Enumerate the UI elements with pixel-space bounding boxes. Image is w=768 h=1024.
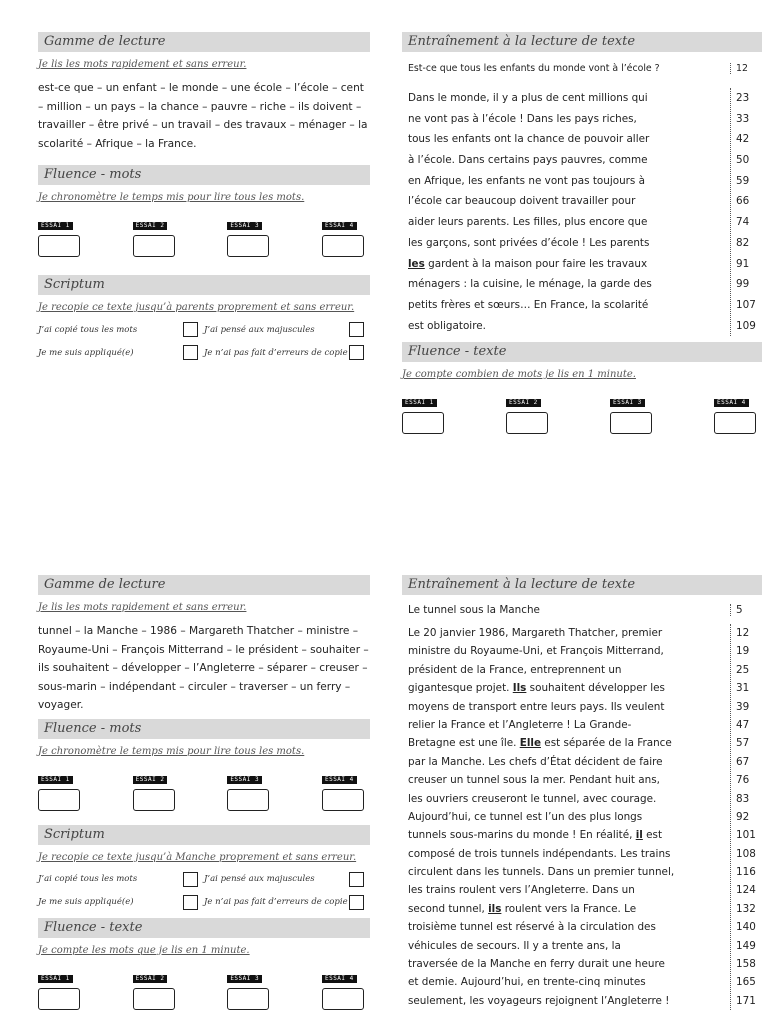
fluence-mots-header: Fluence - mots [38,165,370,185]
passage-line: les gardent à la maison pour faire les travaux [408,257,648,270]
line-word-count: 59 [736,174,750,187]
essai-1 [38,965,80,1010]
passage-line: relier la France et l’Angleterre ! La Grande- [408,718,632,731]
line-word-count: 42 [736,133,750,146]
line-word-count: 149 [736,939,756,952]
check-label: Je me suis appliqué(e) [38,347,134,358]
passage-lines [402,88,730,336]
passage-line: ne vont pas à l’école ! Dans les pays riches, [408,112,637,125]
line-word-count: 107 [736,298,756,311]
check-label: Je n’ai pas fait d’erreurs de copie [204,897,348,907]
passage-line: ménagers : la cuisine, le ménage, la garde des [408,278,652,291]
check-item [204,872,370,887]
passage-line: ministre du Royaume-Uni, et François Mitterrand, [408,645,664,658]
line-word-count: 67 [736,755,750,768]
line-word-count: 140 [736,921,756,934]
essai-row [38,766,370,811]
checkbox[interactable] [183,345,198,360]
essai-input-box[interactable] [227,235,269,257]
underlined-pronoun: Ils [512,682,527,695]
essai-input-box[interactable] [38,235,80,257]
checkbox[interactable] [349,895,364,910]
check-item [204,322,370,337]
entrainement-header: Entraînement à la lecture de texte [402,575,762,595]
essai-4 [322,212,364,257]
essai-label: ESSAI 1 [38,222,73,230]
check-item [38,345,204,360]
line-word-count: 23 [736,92,750,104]
bottom-left-column [38,575,370,1010]
text-passage [402,624,762,1010]
line-word-count: 91 [736,257,750,270]
check-label: Je n’ai pas fait d’erreurs de copie [204,347,348,358]
passage-title: Le tunnel sous la Manche [408,604,540,616]
essai-label: ESSAI 3 [227,975,262,983]
line-word-count: 25 [736,663,750,676]
essai-3 [610,389,652,434]
passage-lines [402,624,730,1010]
passage-line: les ouvriers creuseront le tunnel, avec courage. [408,792,657,805]
essai-3 [227,766,269,811]
check-item [38,895,204,910]
essai-label: ESSAI 1 [402,399,437,407]
line-word-count: 101 [736,829,756,842]
checklist [38,872,370,910]
top-left-column [38,32,370,360]
essai-input-box[interactable] [322,988,364,1010]
essai-input-box[interactable] [402,412,444,434]
line-word-count: 12 [736,627,750,639]
check-item [38,322,204,337]
essai-label: ESSAI 3 [227,222,262,230]
essai-label: ESSAI 2 [133,776,168,784]
underlined-pronoun: les [408,257,425,270]
essai-input-box[interactable] [322,235,364,257]
passage-line: les garçons, sont privées d’école ! Les parents [408,236,650,249]
essai-input-box[interactable] [133,789,175,811]
line-word-count: 31 [736,682,750,695]
passage-line: Bretagne est une île. Elle est séparée de la France [408,737,672,750]
essai-label: ESSAI 4 [322,776,357,784]
essai-label: ESSAI 4 [322,975,357,983]
entrainement-header: Entraînement à la lecture de texte [402,32,762,52]
check-label: J’ai copié tous les mots [38,324,138,335]
line-word-count: 92 [736,810,750,823]
line-word-count: 82 [736,236,750,249]
essai-input-box[interactable] [322,789,364,811]
passage-line: président de la France, entreprennent un [408,663,622,676]
check-item [204,345,370,360]
underlined-pronoun: Elle [519,737,541,750]
essai-3 [227,965,269,1010]
scriptum-header: Scriptum [38,275,370,295]
line-word-count: 19 [736,645,750,658]
essai-1 [38,212,80,257]
text-passage [402,88,762,336]
passage-counts [730,88,762,336]
essai-input-box[interactable] [133,235,175,257]
fluence-texte-header: Fluence - texte [38,918,370,938]
passage-line: troisième tunnel est réservé à la circulation des [408,921,656,934]
passage-line: seulement, les voyageurs rejoignent l’Angleterre ! [408,994,670,1007]
bottom-right-column [402,575,762,1010]
essai-row [38,212,370,257]
essai-row [38,965,370,1010]
passage-line: les trains roulent vers l’Angleterre. Dans un [408,884,635,897]
passage-line: et demie. Aujourd’hui, en trente-cinq minutes [408,976,646,989]
line-word-count: 74 [736,216,750,229]
underlined-pronoun: ils [488,902,502,915]
gamme-instruction: Je lis les mots rapidement et sans erreur. [38,602,247,613]
essai-input-box[interactable] [227,988,269,1010]
line-word-count: 39 [736,700,750,713]
passage-line: composé de trois tunnels indépendants. Les trains [408,847,671,860]
essai-input-box[interactable] [133,988,175,1010]
fluence-mots-instruction: Je chronomètre le temps mis pour lire tous les mots. [38,192,305,203]
passage-line: petits frères et sœurs… En France, la scolarité [408,298,649,311]
checklist [38,322,370,360]
gamme-instruction: Je lis les mots rapidement et sans erreur. [38,59,247,70]
essai-2 [506,389,548,434]
essai-input-box[interactable] [38,988,80,1010]
line-word-count: 165 [736,976,756,989]
line-word-count: 47 [736,718,750,731]
checkbox[interactable] [349,872,364,887]
essai-label: ESSAI 4 [714,399,749,407]
essai-3 [227,212,269,257]
passage-line: circulent dans les tunnels. Dans un premier tunnel, [408,866,675,879]
passage-line: Le 20 janvier 1986, Margareth Thatcher, premier [408,627,663,639]
scriptum-header: Scriptum [38,825,370,845]
essai-input-box[interactable] [714,412,756,434]
passage-line: en Afrique, les enfants ne vont pas toujours à [408,174,646,187]
word-list: tunnel – la Manche – 1986 – Margareth Thatcher – ministre – Royaume-Uni – François Mitterrand – le président – souhaiter – ils souhaitent – développer – l’Angleterre – séparer – creuser – sous-marin – indépendant – circuler – traverser – un ferry – voyager. [38,625,369,711]
line-word-count: 171 [736,994,756,1007]
essai-label: ESSAI 2 [133,222,168,230]
essai-label: ESSAI 3 [227,776,262,784]
check-label: J’ai copié tous les mots [38,874,138,884]
line-word-count: 108 [736,847,756,860]
gamme-header: Gamme de lecture [38,32,370,52]
word-list: est-ce que – un enfant – le monde – une école – l’école – cent – million – un pays – la chance – pauvre – riche – ils doivent – travailler – être privé – un travail – des travaux – ménager – la scolarité – Afrique – la France. [38,82,368,150]
passage-line: par la Manche. Les chefs d’État décident de faire [408,755,663,768]
passage-line: à l’école. Dans certains pays pauvres, comme [408,154,648,167]
text-question [402,63,762,74]
checkbox[interactable] [349,322,364,337]
scriptum-instruction: Je recopie ce texte jusqu’à Manche proprement et sans erreur. [38,851,357,863]
essai-input-box[interactable] [610,412,652,434]
essai-label: ESSAI 1 [38,975,73,983]
passage-line: gigantesque projet. Ils souhaitent développer les [408,682,665,695]
essai-label: ESSAI 3 [610,399,645,407]
gamme-header: Gamme de lecture [38,575,370,595]
essai-1 [38,766,80,811]
essai-input-box[interactable] [38,789,80,811]
check-label: J’ai pensé aux majuscules [204,874,315,884]
passage-line: est obligatoire. [408,319,486,332]
essai-1 [402,389,444,434]
line-word-count: 83 [736,792,750,805]
check-label: Je me suis appliqué(e) [38,897,134,907]
line-word-count: 158 [736,958,756,971]
essai-input-box[interactable] [227,789,269,811]
line-word-count: 124 [736,884,756,897]
top-right-column [402,32,762,434]
line-word-count: 109 [736,319,756,332]
passage-line: second tunnel, ils roulent vers la France. Le [408,902,637,915]
passage-line: Dans le monde, il y a plus de cent millions qui [408,92,648,104]
word-count: 12 [730,63,762,74]
word-count: 5 [730,604,762,616]
text-heading [402,604,762,616]
checkbox[interactable] [349,345,364,360]
line-word-count: 132 [736,902,756,915]
passage-line: creuser un tunnel sous la mer. Pendant huit ans, [408,774,660,787]
check-item [204,895,370,910]
essai-label: ESSAI 2 [133,975,168,983]
checkbox[interactable] [183,322,198,337]
essai-2 [133,965,175,1010]
essai-label: ESSAI 2 [506,399,541,407]
passage-line: l’école car beaucoup doivent travailler pour [408,195,636,208]
line-word-count: 76 [736,774,750,787]
line-word-count: 99 [736,278,750,291]
essai-4 [322,965,364,1010]
line-word-count: 66 [736,195,750,208]
passage-line: tunnels sous-marins du monde ! En réalité, il est [408,829,663,842]
line-word-count: 33 [736,112,750,125]
essai-input-box[interactable] [506,412,548,434]
fluence-texte-header: Fluence - texte [402,342,762,362]
essai-4 [714,389,756,434]
scriptum-instruction: Je recopie ce texte jusqu’à parents proprement et sans erreur. [38,302,355,313]
line-word-count: 50 [736,154,750,167]
passage-line: véhicules de secours. Il y a trente ans, la [408,939,621,952]
passage-line: tous les enfants ont la chance de pouvoir aller [408,133,650,146]
passage-line: aider leurs parents. Les filles, plus encore que [408,216,648,229]
essai-2 [133,212,175,257]
essai-label: ESSAI 1 [38,776,73,784]
line-word-count: 116 [736,866,756,879]
question-text: Est-ce que tous les enfants du monde vont à l’école ? [408,63,660,74]
check-label: J’ai pensé aux majuscules [204,324,315,335]
checkbox[interactable] [183,872,198,887]
checkbox[interactable] [183,895,198,910]
fluence-texte-instruction: Je compte les mots que je lis en 1 minute. [38,944,250,956]
check-item [38,872,204,887]
fluence-texte-instruction: Je compte combien de mots je lis en 1 minute. [402,369,636,381]
essai-4 [322,766,364,811]
fluence-mots-header: Fluence - mots [38,719,370,739]
passage-line: traversée de la Manche en ferry durait une heure [408,958,665,971]
underlined-pronoun: il [635,829,643,842]
passage-line: Aujourd’hui, ce tunnel est l’un des plus longs [408,810,643,823]
essai-row [402,389,762,434]
fluence-mots-instruction: Je chronomètre le temps mis pour lire tous les mots. [38,745,305,757]
passage-counts [730,624,762,1010]
essai-label: ESSAI 4 [322,222,357,230]
essai-2 [133,766,175,811]
passage-line: moyens de transport entre leurs pays. Ils veulent [408,700,665,713]
line-word-count: 57 [736,737,750,750]
